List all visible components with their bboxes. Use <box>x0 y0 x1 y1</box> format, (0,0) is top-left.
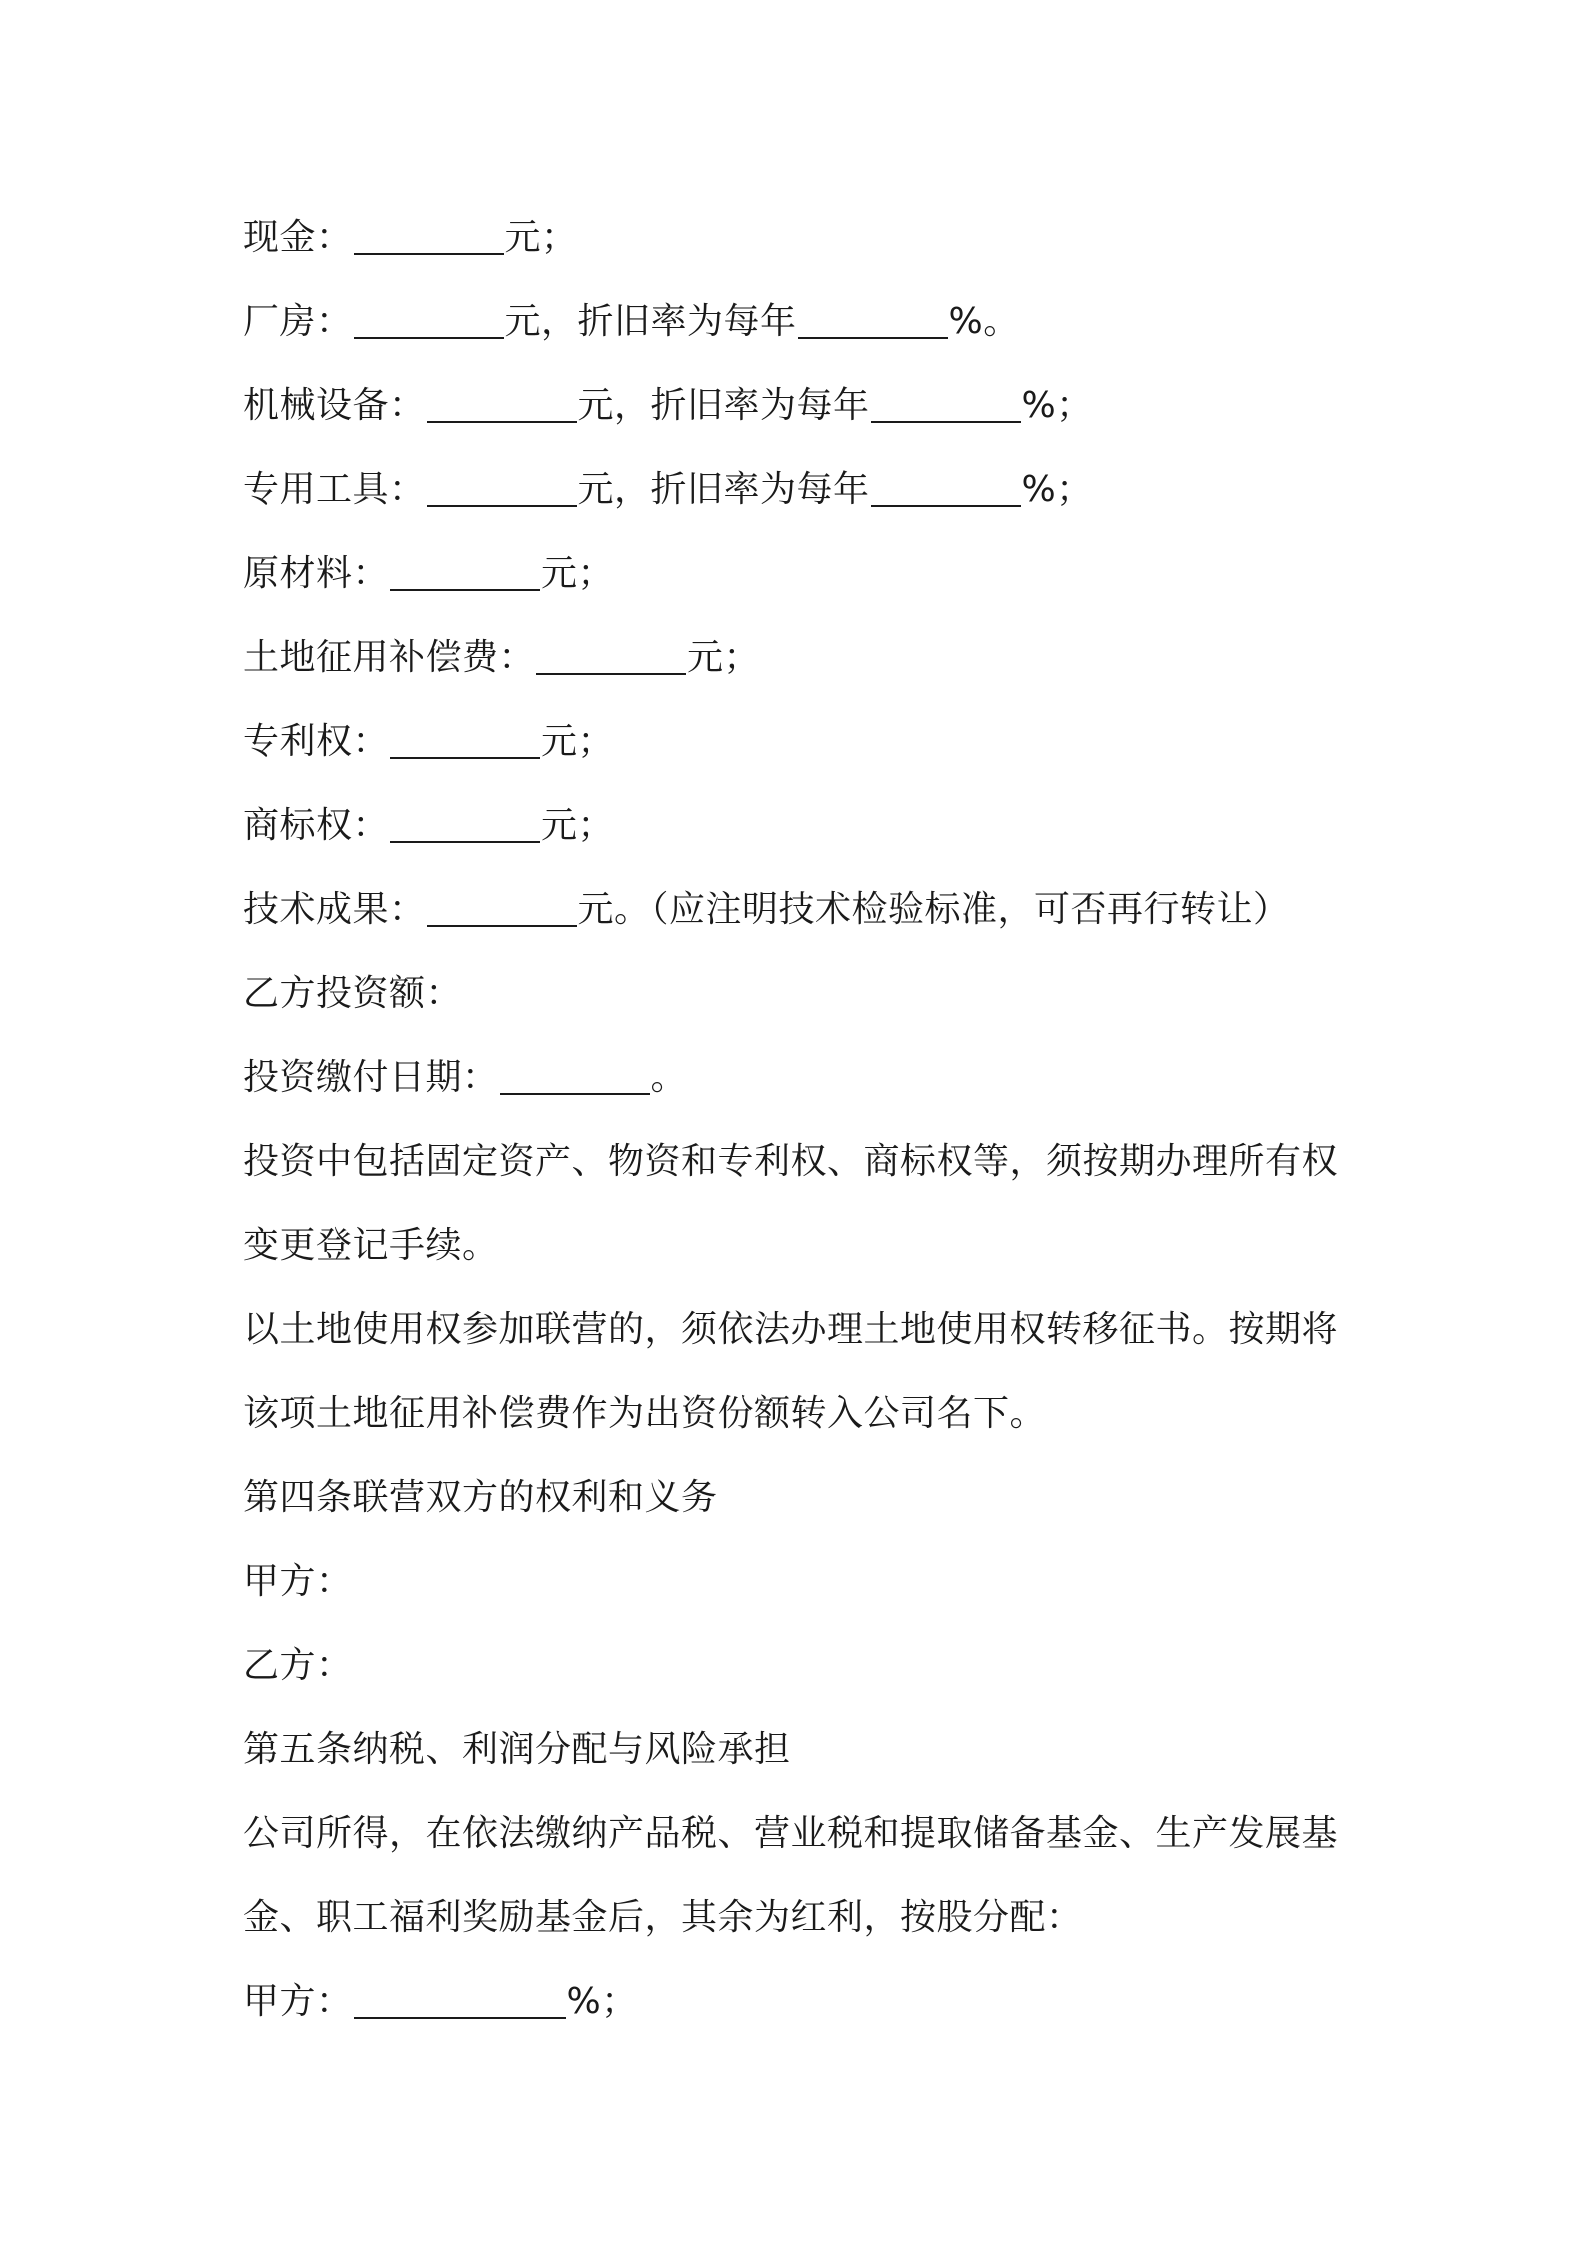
line-factory: 厂房： 元，折旧率为每年 %。 <box>243 280 1363 364</box>
line-technology: 技术成果： 元。（应注明技术检验标准，可否再行转让） <box>243 868 1363 952</box>
machinery-amount-blank[interactable] <box>427 381 577 423</box>
line-patent: 专利权： 元； <box>243 700 1363 784</box>
line-land-compensation: 土地征用补偿费： 元； <box>243 616 1363 700</box>
patent-amount-blank[interactable] <box>390 717 540 759</box>
paragraph-line: 投资中包括固定资产、物资和专利权、商标权等，须按期办理所有权 <box>243 1141 1339 1182</box>
line-tools: 专用工具： 元，折旧率为每年 %； <box>243 448 1363 532</box>
line-party-a-share: 甲方： %； <box>243 1960 1363 2044</box>
line-cash: 现金： 元； <box>243 196 1363 280</box>
paragraph-line: 金、职工福利奖励基金后，其余为红利，按股分配： <box>243 1897 1083 1938</box>
line-trademark: 商标权： 元； <box>243 784 1363 868</box>
payment-date-blank[interactable] <box>500 1053 650 1095</box>
line-party-b: 乙方： <box>243 1645 353 1686</box>
raw-materials-amount-blank[interactable] <box>390 549 540 591</box>
article-5-heading: 第五条纳税、利润分配与风险承担 <box>243 1729 791 1770</box>
paragraph-line: 该项土地征用补偿费作为出资份额转入公司名下。 <box>243 1393 1047 1434</box>
line-party-a: 甲方： <box>243 1561 353 1602</box>
line-payment-date: 投资缴付日期： 。 <box>243 1036 1363 1120</box>
tools-amount-blank[interactable] <box>427 465 577 507</box>
machinery-depreciation-blank[interactable] <box>871 381 1021 423</box>
cash-amount-blank[interactable] <box>354 213 504 255</box>
factory-amount-blank[interactable] <box>354 297 504 339</box>
factory-depreciation-blank[interactable] <box>798 297 948 339</box>
document-body <box>243 196 1363 2044</box>
land-compensation-amount-blank[interactable] <box>536 633 686 675</box>
technology-amount-blank[interactable] <box>427 885 577 927</box>
line-raw-materials: 原材料： 元； <box>243 532 1363 616</box>
trademark-amount-blank[interactable] <box>390 801 540 843</box>
line-machinery: 机械设备： 元，折旧率为每年 %； <box>243 364 1363 448</box>
line-party-b-investment: 乙方投资额： <box>243 973 463 1014</box>
paragraph-line: 公司所得，在依法缴纳产品税、营业税和提取储备基金、生产发展基 <box>243 1813 1339 1854</box>
tools-depreciation-blank[interactable] <box>871 465 1021 507</box>
party-a-share-blank[interactable] <box>354 1977 566 2019</box>
paragraph-line: 以土地使用权参加联营的，须依法办理土地使用权转移征书。按期将 <box>243 1309 1339 1350</box>
article-4-heading: 第四条联营双方的权利和义务 <box>243 1477 718 1518</box>
paragraph-line: 变更登记手续。 <box>243 1225 499 1266</box>
